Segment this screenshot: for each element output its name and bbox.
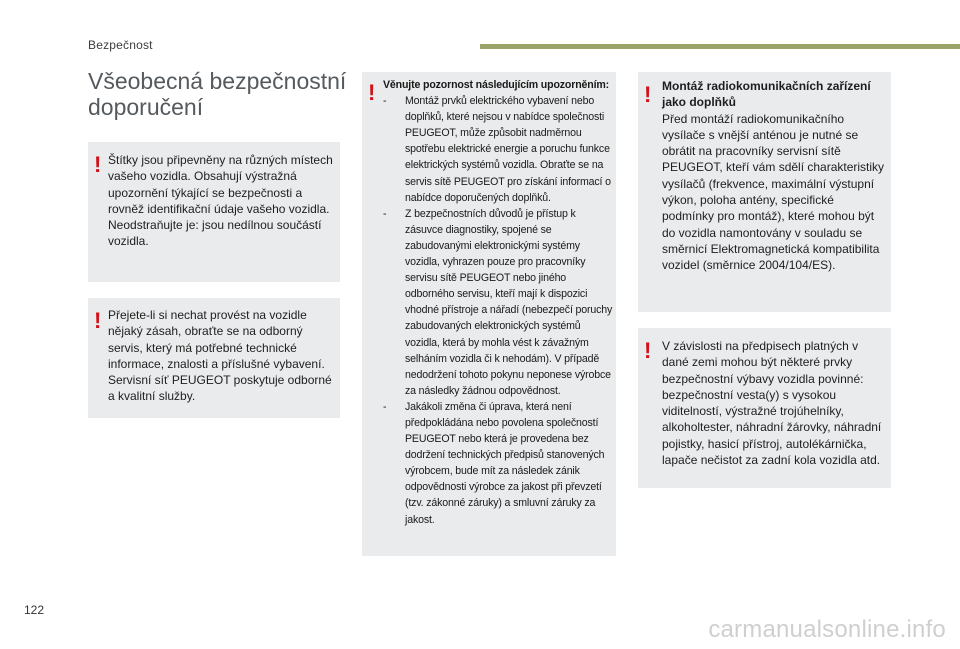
radio-heading: Montáž radiokomunikačních zařízení jako doplňků	[662, 79, 871, 110]
header-accent-bar	[480, 44, 960, 49]
exclamation-warning-icon: !	[644, 338, 652, 363]
exclamation-warning-icon: !	[94, 308, 102, 333]
equipment-warning-box	[638, 328, 891, 488]
page-number: 122	[24, 603, 45, 617]
labels-warning-text: Štítky jsou připevněny na různých místech vašeho vozidla. Obsahují výstražná upozornění týkající se bezpečnosti a rovněž identifikační údaje vašeho vozidla. Neodstraňujte je: jsou nedílnou součástí vozidla.	[108, 153, 333, 249]
notice-heading: Věnujte pozornost následujícím upozorněním:	[383, 79, 610, 91]
exclamation-warning-icon: !	[94, 152, 102, 177]
list-item: - Z bezpečnostních důvodů je přístup k zásuvce diagnostiky, spojené se zabudovanými elektronickými systémy vozidla, vyhrazen pouze pro pracovníky servisu sítě PEUGEOT nebo jiného odborného servisu, kteří mají k dispozici vhodné přístroje a nářadí (nebezpečí poruchy zabudovaných elektronických systémů vozidla, která by mohla vést k závažným selháním vozidla či k nehodám). V případě nedodržení tohoto pokynu neponese výrobce za následky žádnou odpovědnost.	[383, 206, 615, 399]
service-warning-box	[88, 298, 340, 418]
notice-warning-content	[383, 77, 615, 528]
exclamation-warning-icon: !	[368, 80, 376, 105]
radio-warning-text: Před montáží radiokomunikačního vysílače s vnější anténou je nutné se obrátit na pracovníky servisní sítě PEUGEOT, kteří vám sdělí charakteristiky vysílačů (frekvence, maximální výstupní výkon, poloha antény, specifické podmínky pro montáž), které mohou být do vozidla namontovány v souladu se směrnicí Elektromagnetická kompatibilita vozidel (směrnice 2004/104/ES).	[662, 111, 885, 273]
service-warning-text: Přejete-li si nechat provést na vozidle nějaký zásah, obraťte se na odborný servis, který má potřebné technické informace, znalosti a příslušné vybavení. Servisní síť PEUGEOT poskytuje odborné a kvalitní služby.	[108, 308, 332, 404]
page-title: Všeobecná bezpečnostní doporučení	[88, 68, 347, 120]
exclamation-warning-icon: !	[644, 82, 652, 107]
list-item: - Montáž prvků elektrického vybavení nebo doplňků, které nejsou v nabídce společnosti PEUGEOT, může způsobit nadměrnou spotřebu elektrické energie a poruchu funkce elektrických systémů vozidla. Obraťte se na servis sítě PEUGEOT pro získání informací o nabídce doporučených doplňků.	[383, 93, 615, 206]
section-label: Bezpečnost	[88, 38, 153, 52]
watermark: carmanualsonline.info	[708, 616, 946, 643]
notice-warning-box	[362, 72, 616, 556]
list-item: - Jakákoli změna či úprava, která není předpokládána nebo povolena společností PEUGEOT nebo která je provedena bez dodržení technických předpisů stanovených výrobcem, bude mít za následek zánik odpovědnosti výrobce za jakost při převzetí (tzv. zákonné záruky) a smluvní záruky za jakost.	[383, 399, 615, 528]
radio-warning-content	[662, 78, 888, 274]
equipment-warning-text: V závislosti na předpisech platných v dané zemi mohou být některé prvky bezpečnostní výbavy vozidla povinné: bezpečnostní vesta(y) s vysokou viditelností, výstražné trojúhelníky, alkoholtester, náhradní žárovky, náhradní pojistky, hasicí přístroj, autolékárnička, lapače nečistot za zadní kola vozidla atd.	[662, 339, 882, 468]
notice-list	[383, 93, 615, 528]
radio-warning-box	[638, 72, 891, 312]
labels-warning-box	[88, 142, 340, 282]
